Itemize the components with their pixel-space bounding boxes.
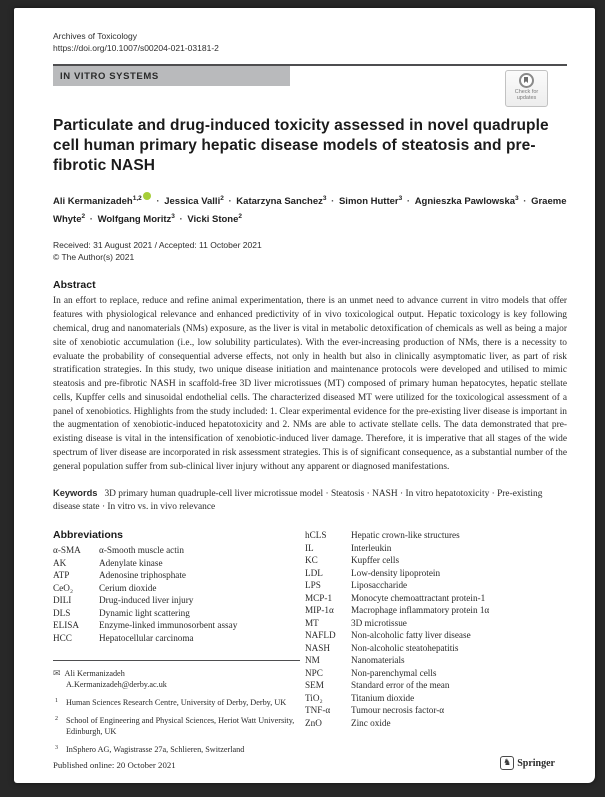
abbreviations-list-left <box>53 544 300 644</box>
author-name: Graeme Whyte$^2$ <box>53 196 567 226</box>
abbreviation-row <box>305 604 567 617</box>
abbreviation-definition: Standard error of the mean <box>351 680 450 691</box>
check-badge-text: Check for updates <box>514 89 539 101</box>
correspondence <box>53 668 300 690</box>
envelope-icon: ✉ <box>53 668 61 679</box>
abbreviation-definition: Dynamic light scattering <box>99 607 190 618</box>
abbreviations-section <box>53 529 567 755</box>
abbreviation-term: α-SMA <box>53 545 81 556</box>
abbreviation-definition: Cerium dioxide <box>99 582 157 593</box>
abbreviation-definition: Non-parenchymal cells <box>351 667 437 678</box>
abbreviation-row <box>305 617 567 630</box>
abbreviation-row <box>305 717 567 730</box>
abbreviation-row <box>53 569 300 582</box>
dates-block <box>53 239 567 263</box>
author-separator: · <box>328 196 337 208</box>
abbreviation-definition: Macrophage inflammatory protein 1α <box>351 605 490 616</box>
abbreviation-term: ELISA <box>53 620 80 631</box>
keywords-text: 3D primary human quadruple-cell liver microtissue model · Steatosis · NASH · In vitro hepatotoxicity · Pre-existing disease state · In vitro vs. in vivo relevance <box>53 488 543 513</box>
received-accepted: Received: 31 August 2021 / Accepted: 11 October 2021 <box>53 240 262 251</box>
abbreviation-term: NM <box>305 655 320 666</box>
published-online: Published online: 20 October 2021 <box>53 760 176 770</box>
abbreviation-definition: Interleukin <box>351 542 392 553</box>
abbreviation-term: MCP-1 <box>305 592 333 603</box>
abbreviation-row <box>305 554 567 567</box>
author-separator: · <box>176 214 186 226</box>
abbreviation-row <box>53 557 300 570</box>
page-footer <box>53 756 567 770</box>
banner-row <box>53 66 567 100</box>
abbreviation-term: DILI <box>53 595 72 606</box>
abbreviation-row <box>305 579 567 592</box>
abbreviations-list-right <box>305 529 567 729</box>
author-affiliation-sup: 2 <box>81 213 86 221</box>
abstract-heading: Abstract <box>53 279 96 292</box>
abbreviation-term: MIP-1α <box>305 605 334 616</box>
author-separator: · <box>520 196 530 208</box>
author-separator: · <box>87 214 96 226</box>
author-name: Agnieszka Pawlowska$^3$ <box>414 195 519 208</box>
abbreviation-term: NPC <box>305 667 323 678</box>
copyright: © The Author(s) 2021 <box>53 252 135 263</box>
author-affiliation-sup: 3 <box>322 195 327 202</box>
abbreviation-row <box>53 619 300 632</box>
abbreviation-term: HCC <box>53 632 72 643</box>
abbreviation-definition: Hepatocellular carcinoma <box>99 632 194 643</box>
author-affiliation-sup: 3 <box>171 213 175 221</box>
abbreviation-term: hCLS <box>305 530 327 541</box>
author-name: Vicki Stone$^2$ <box>187 213 243 226</box>
affiliation-item: 1 Human Sciences Research Centre, University of Derby, Derby, UK <box>55 698 287 708</box>
abbreviation-row <box>305 567 567 580</box>
abbreviation-row <box>305 592 567 605</box>
author-affiliation-sup: 2 <box>238 213 243 221</box>
publisher-logo <box>500 756 555 770</box>
affiliations-list <box>53 697 300 755</box>
publisher-name: Springer <box>517 757 555 769</box>
abbreviations-heading: Abbreviations <box>53 529 124 542</box>
abbreviation-definition: Kupffer cells <box>351 555 400 566</box>
springer-horse-icon: ♞ <box>500 756 514 770</box>
abbreviation-definition: Adenosine triphosphate <box>99 570 187 581</box>
abbreviation-definition: Hepatic crown-like structures <box>351 530 460 541</box>
abbreviation-row <box>53 544 300 557</box>
author-name: Simon Hutter$^3$ <box>338 195 403 208</box>
abbreviation-term: ATP <box>53 570 70 581</box>
footnote-block <box>53 660 300 755</box>
abbreviation-row <box>305 642 567 655</box>
affiliation-number: 2 <box>55 716 58 723</box>
abbreviation-row <box>53 632 300 645</box>
abbreviation-term: ZnO <box>305 717 322 728</box>
abbreviation-definition: Tumour necrosis factor-α <box>351 705 445 716</box>
affiliation-item: 3 InSphero AG, Wagistrasse 27a, Schlieren, Switzerland <box>55 745 245 755</box>
abbreviation-definition: Non-alcoholic steatohepatitis <box>351 642 459 653</box>
abbreviation-term: LDL <box>305 567 323 578</box>
abbreviation-definition: Zinc oxide <box>351 717 391 728</box>
author-affiliation-sup: 3 <box>398 195 403 202</box>
author-separator: · <box>404 196 413 208</box>
journal-name: Archives of Toxicology <box>53 31 137 41</box>
abbreviations-right-column <box>300 529 567 755</box>
author-name: Katarzyna Sanchez$^3$ <box>236 195 327 208</box>
abbreviation-definition: α-Smooth muscle actin <box>99 545 184 556</box>
keywords-label: Keywords <box>53 487 98 498</box>
abbreviation-term: CeO₂ <box>53 582 74 593</box>
abbreviation-term: NASH <box>305 642 331 653</box>
article-page <box>14 8 595 783</box>
abbreviation-definition: Enzyme-linked immunosorbent assay <box>99 620 238 631</box>
doi-link[interactable]: https://doi.org/10.1007/s00204-021-03181-2 <box>53 43 219 53</box>
author-name: Jessica Valli$^2$ <box>164 195 224 208</box>
abbreviation-row <box>305 654 567 667</box>
abbreviation-definition: 3D microtissue <box>351 617 407 628</box>
abbreviation-term: MT <box>305 617 319 628</box>
crossmark-icon <box>519 73 534 88</box>
check-for-updates-badge[interactable] <box>505 70 548 107</box>
abbreviation-term: DLS <box>53 607 71 618</box>
author-name: Ali Kermanizadeh$^{1,2}$ <box>53 195 142 208</box>
section-banner-label: IN VITRO SYSTEMS <box>60 70 159 82</box>
author-name: Wolfgang Moritz$^3$ <box>97 213 175 226</box>
abbreviation-row <box>305 629 567 642</box>
abbreviation-term: KC <box>305 555 318 566</box>
abbreviation-term: AK <box>53 557 67 568</box>
section-banner <box>53 66 290 86</box>
keywords-line <box>53 487 567 516</box>
abbreviation-definition: Non-alcoholic fatty liver disease <box>351 630 471 641</box>
abbreviation-definition: Monocyte chemoattractant protein-1 <box>351 592 486 603</box>
abbreviation-row <box>305 679 567 692</box>
affiliation-number: 1 <box>55 698 58 705</box>
affiliation-item: 2 School of Engineering and Physical Sciences, Heriot Watt University, Edinburgh, UK <box>55 716 295 737</box>
abbreviation-definition: Liposaccharide <box>351 580 408 591</box>
abbreviation-row <box>305 667 567 680</box>
author-affiliation-sup: 2 <box>220 195 224 202</box>
author-line <box>53 191 567 227</box>
abbreviation-row <box>305 692 567 705</box>
author-separator: · <box>153 196 163 208</box>
abbreviation-term: IL <box>305 542 314 553</box>
abbreviation-term: SEM <box>305 680 324 691</box>
abbreviation-row <box>53 582 300 595</box>
abbreviation-definition: Drug-induced liver injury <box>99 595 194 606</box>
author-separator: · <box>225 196 235 208</box>
abstract-text: In an effort to replace, reduce and refine animal experimentation, there is an unmet need to advance current in vitro models that offer features with physiological relevance and enhanced predictivity of in vivo toxicological output. Hepatic toxicology is key following chemical, drug and nanomaterials (NMs) exposure, as the liver is vital in metabolic detoxification of chemicals as well as being a major site of xenobiotic accumulation (i.e., low solubility particulates). With the ever-increasing production of NMs, there is a necessity to evaluate the probability of consequential adverse effects, not only in health but also in clinically asymptomatic liver, as part of risk stratification strategies. In this study, two unique disease initiation and maintenance protocols were developed and utilised to mimic steatosis and pre-fibrotic NASH in scaffold-free 3D liver microtissues (MT) composed of primary human hepatocytes, hepatic stellate cells, Kupffer cells and sinusoidal endothelial cells. The characterized diseased MT were utilized for the toxicological assessment of a panel of xenobiotics. Highlights from the study included: 1. Clear experimental evidence for the pre-existing liver disease is important in the augmentation of xenobiotic-induced hepatotoxicity and 2. NMs are able to activate stellate cells. The data demonstrated that pre-existing disease is vital in the intensification of xenobiotic-induced liver damage. Therefore, it is imperative that all stages of the wide spectrum of liver disease are incorporated in risk assessment strategies. This is of significant consequence, as a substantial number of the general population suffer from sub-clinical liver injury without any apparent or diagnosed manifestations. <box>53 296 567 472</box>
abbreviation-definition: Titanium dioxide <box>351 692 415 703</box>
abbreviation-row <box>53 594 300 607</box>
abbreviation-definition: Nanomaterials <box>351 655 405 666</box>
orcid-icon[interactable] <box>143 192 151 200</box>
article-title: Particulate and drug-induced toxicity assessed in novel quadruple cell human primary hepatic disease models of steatosis and pre-fibrotic NASH <box>53 117 549 174</box>
abbreviation-row <box>305 529 567 542</box>
abbreviation-term: NAFLD <box>305 630 336 641</box>
journal-header <box>53 30 567 54</box>
abbreviation-row <box>305 704 567 717</box>
affiliation-number: 3 <box>55 745 58 752</box>
corresponding-email-link[interactable]: A.Kermanizadeh@derby.ac.uk <box>66 680 167 690</box>
author-affiliation-sup: 3 <box>515 195 519 202</box>
abbreviation-row <box>53 607 300 620</box>
abbreviation-term: LPS <box>305 580 321 591</box>
abbreviation-definition: Adenylate kinase <box>99 557 163 568</box>
abbreviation-term: TNF-α <box>305 705 331 716</box>
abbreviation-row <box>305 542 567 555</box>
author-affiliation-sup: 1,2 <box>132 195 142 202</box>
abbreviation-definition: Low-density lipoprotein <box>351 567 441 578</box>
abbreviations-left-column <box>53 529 300 755</box>
corresponding-author: Ali Kermanizadeh <box>64 669 125 679</box>
abbreviation-term: TiO₂ <box>305 692 323 703</box>
